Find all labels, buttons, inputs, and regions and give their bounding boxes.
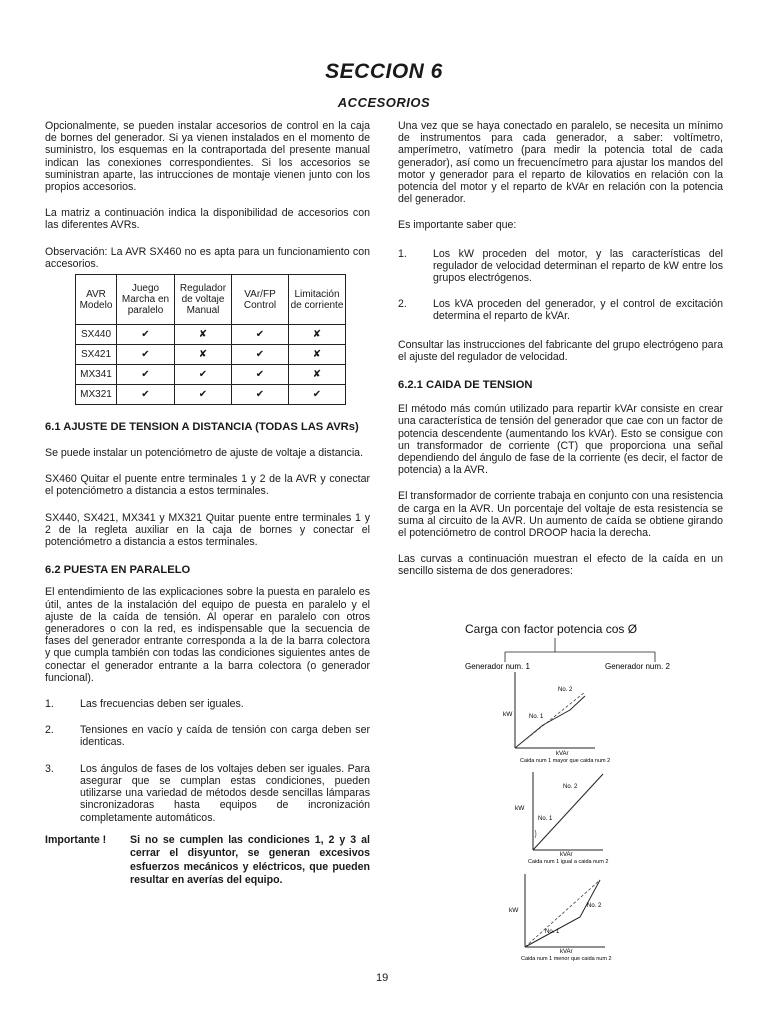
table-header-cell: Limitación de corriente (289, 275, 346, 325)
important-note (45, 834, 370, 888)
figure-title: Carga con factor potencia cos Ø (465, 622, 638, 636)
list-text: Tensiones en vacío y caída de tensión con carga deben ser identicas. (80, 724, 370, 749)
page-number: 19 (376, 972, 389, 984)
graph-3-y-label: kW (509, 907, 519, 914)
table-header-cell: Regulador de voltaje Manual (175, 275, 232, 325)
droop-method-paragraph: El método más común utilizado para repartir kVAr consiste en crear una característica de tensión del generador que cae con un factor de potencia descendente (aumentando los kVAr). Esto se consigue con un transformador de corriente (CT) que proporciona una señal dependiendo del ángulo de fase de la corriente (es decir, el factor de potencia) a la AVR. (398, 403, 723, 477)
table-cell: ✔ (232, 325, 289, 345)
graph-2-label-no1: No. 1 (538, 816, 553, 822)
table-cell: MX321 (76, 385, 117, 405)
heading-6-2-1: 6.2.1 CAIDA DE TENSION (398, 379, 533, 392)
droop-graph-2 (515, 772, 608, 865)
consult-paragraph: Consultar las instrucciones del fabricante del grupo electrógeno para el ajuste del regulador de velocidad. (398, 338, 723, 363)
graph-1-caption: Caida num 1 mayor que caida num 2 (520, 758, 611, 764)
paragraph-sx460: SX460 Quitar el puente entre terminales 1 y 2 de la AVR y conectar el potenciómetro a distancia a estos terminales. (45, 473, 370, 498)
paragraph-sx440: SX440, SX421, MX341 y MX321 Quitar puente entre terminales 1 y 2 de la regleta auxiliar en la caja de bornes y conectar el potenciómetro a distancia a estos terminales. (45, 511, 370, 549)
list-number: 2. (45, 724, 54, 737)
table-cell: ✘ (175, 325, 232, 345)
droop-curves-figure (455, 612, 700, 972)
curves-intro: Las curvas a continuación muestran el efecto de la caída en un sencillo sistema de dos generadores: (398, 553, 723, 578)
observation: Observación: La AVR SX460 no es apta para un funcionamiento con accesorios. (45, 245, 370, 270)
heading-6-1: 6.1 AJUSTE DE TENSION A DISTANCIA (TODAS LAS AVRs) (45, 421, 359, 434)
page-title: SECCION 6 (325, 60, 443, 83)
table-cell: ✔ (175, 385, 232, 405)
table-cell: MX341 (76, 365, 117, 385)
table-header-cell: AVR Modelo (76, 275, 117, 325)
instruments-paragraph: Una vez que se haya conectado en paralelo, se necesita un mínimo de instrumentos para cada generador, a saber: voltímetro, amperímetro, vatímetro (para medir la potencia total de cada generador), así como un frecuencímetro para ajustar los mandos del motor y generador para el reparto de kilovatios en relación con la potencia del motor y el reparto de kVAr en relación con la potencia del generador. (398, 120, 723, 206)
graph-3-curve-1 (525, 880, 600, 947)
droop-graph-3 (509, 874, 612, 962)
table-cell: ✘ (175, 345, 232, 365)
list-text: Los ángulos de fases de los voltajes deben ser iguales. Para asegurar que se cumplan estas condiciones, pueden utilizarse una variedad de métodos desde sencillas lámparas sincronizadoras hasta equipos de incronización completamente automáticos. (80, 762, 370, 824)
graph-3-caption: Caida num 1 menor que caida num 2 (521, 956, 612, 962)
table-cell: SX421 (76, 345, 117, 365)
heading-6-2: 6.2 PUESTA EN PARALELO (45, 564, 191, 577)
generator-2-label: Generador num. 2 (605, 662, 670, 671)
graph-3-label-no2: No. 2 (587, 903, 602, 909)
table-row (76, 365, 346, 385)
list-number: 1. (398, 247, 407, 260)
graph-1-curve-1 (515, 696, 585, 748)
table-cell: ✔ (289, 385, 346, 405)
graph-2-y-label: kW (515, 805, 525, 812)
matrix-intro: La matriz a continuación indica la disponibilidad de accesorios con las diferentes AVRs. (45, 207, 370, 232)
graph-1-label-no1: No. 1 (529, 714, 544, 720)
list-number: 3. (45, 762, 54, 775)
table-cell: ✔ (232, 385, 289, 405)
graph-3-label-no1: No. 1 (545, 929, 560, 935)
table-cell: ✔ (117, 385, 175, 405)
list-text: Los kVA proceden del generador, y el control de excitación determina el reparto de kVAr. (433, 298, 723, 323)
table-row (76, 325, 346, 345)
graph-1-y-label: kW (503, 711, 513, 718)
important-to-know: Es importante saber que: (398, 219, 517, 232)
table-cell: ✔ (232, 365, 289, 385)
list-number: 1. (45, 698, 54, 711)
graph-2-label-no2: No. 2 (563, 784, 578, 790)
important-label: Importante ! (45, 833, 107, 846)
graph-2-curve-1 (535, 830, 536, 838)
list-item (45, 724, 370, 748)
table-cell: ✘ (289, 325, 346, 345)
list-number: 2. (398, 298, 407, 311)
list-item (398, 248, 723, 285)
graph-3-x-label: kVAr (560, 949, 573, 955)
table-cell: ✔ (117, 325, 175, 345)
paragraph-parallel: El entendimiento de las explicaciones sobre la puesta en paralelo es útil, antes de la instalación del equipo de puesta en paralelo y el ajuste de la caída de tensión. Al operar en paralelo con otros generadores o con la red, es indispensable que la secuencia de fases del generador entrante corresponda a la de la barra colectora y que cumpla también con todas las condiciones siguientes antes de conectar el generador entrante a la barra colectora (o generador funcional). (45, 586, 370, 684)
generator-1-label: Generador num. 1 (465, 662, 530, 671)
list-item (45, 698, 370, 710)
paragraph-remote-pot: Se puede instalar un potenciómetro de ajuste de voltaje a distancia. (45, 447, 364, 460)
table-cell: ✔ (117, 345, 175, 365)
table-cell: ✔ (232, 345, 289, 365)
right-column (398, 120, 723, 578)
graph-2-caption: Caida num 1 igual a caida num 2 (528, 859, 609, 865)
ct-paragraph: El transformador de corriente trabaja en conjunto con una resistencia de carga en la AVR. Un porcentaje del voltaje de esta resistencia se suma al circuito de la AVR. Un aumento de caída se obtiene girando el potenciómetro de control DROOP hacia la derecha. (398, 490, 723, 540)
list-text: Las frecuencias deben ser iguales. (80, 698, 244, 711)
list-item (45, 763, 370, 824)
table-row (76, 385, 346, 405)
table-cell: ✔ (117, 365, 175, 385)
table-cell: SX440 (76, 325, 117, 345)
table-header-row (76, 275, 346, 325)
graph-2-x-label: kVAr (560, 852, 573, 858)
graph-1-x-label: kVAr (556, 751, 569, 757)
table-header-cell: VAr/FP Control (232, 275, 289, 325)
accessory-matrix-table (75, 274, 346, 405)
section-subtitle: ACCESORIOS (337, 95, 431, 110)
important-text: Si no se cumplen las condiciones 1, 2 y 3 al cerrar el disyuntor, se generan excesivos esfuerzos mecánicos y eléctricos, que pueden resultar en averías del equipo. (130, 833, 370, 887)
table-header-cell: Juego Marcha en paralelo (117, 275, 175, 325)
list-item (398, 298, 723, 322)
graph-1-label-no2: No. 2 (558, 687, 573, 693)
table-cell: ✔ (175, 365, 232, 385)
list-text: Los kW proceden del motor, y las características del regulador de velocidad determinan el reparto de kW entre los grupos electrógenos. (433, 247, 723, 285)
table-cell: ✘ (289, 345, 346, 365)
droop-graph-1 (503, 672, 610, 764)
table-row (76, 345, 346, 365)
left-column (45, 120, 370, 888)
table-cell: ✘ (289, 365, 346, 385)
intro-paragraph: Opcionalmente, se pueden instalar accesorios de control en la caja de bornes del generador. Si ya vienen instalados en el momento de suministro, los esquemas en la contraportada del presente manual indican las conexiones correspondientes. Si los accesorios se suministran aparte, las intrucciones de montaje vienen junto con los propios accesorios. (45, 120, 370, 194)
figure-bracket (505, 638, 655, 662)
